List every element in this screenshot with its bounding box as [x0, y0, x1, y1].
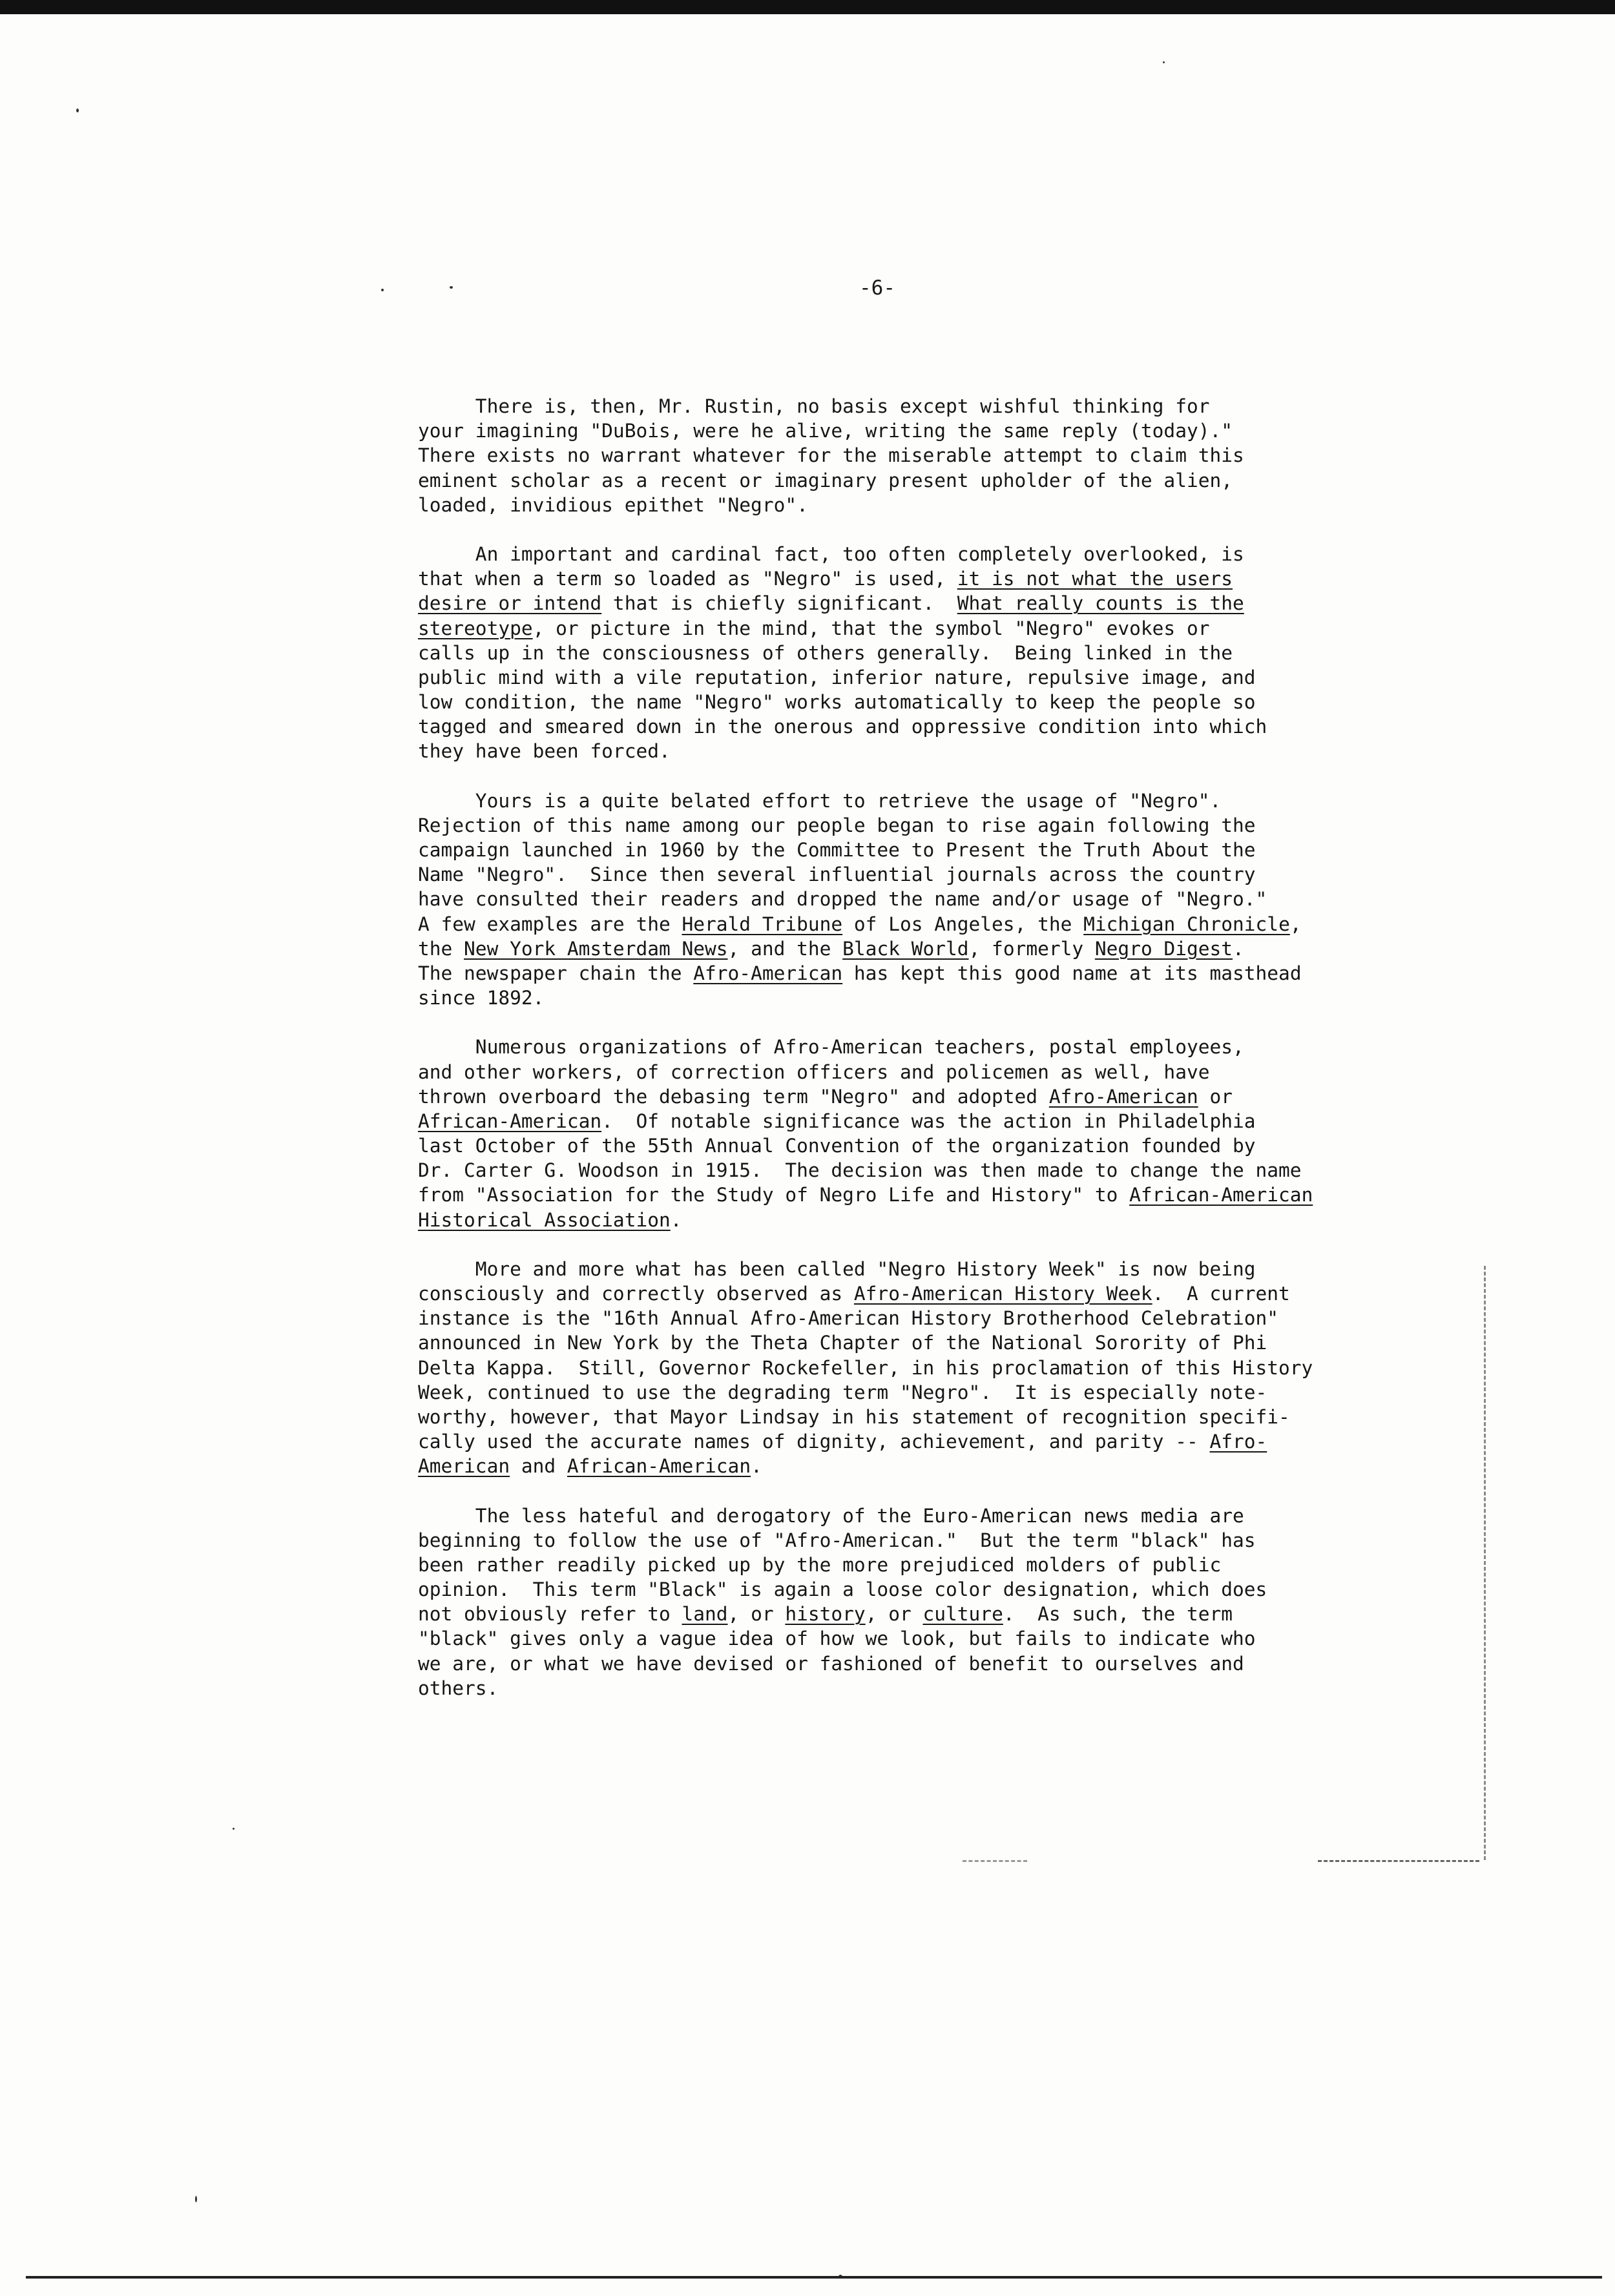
underlined-text: Negro Digest — [1094, 937, 1233, 960]
underlined-text: Historical Association — [418, 1208, 671, 1231]
text-line — [418, 1133, 1387, 1158]
paragraph — [418, 1257, 1387, 1479]
text-run: Numerous organizations of Afro-American teachers, postal employees, — [418, 1036, 1244, 1059]
text-run: An important and cardinal fact, too often completely overlooked, is — [418, 543, 1244, 565]
underlined-text: African-American — [418, 1110, 602, 1132]
text-run: . As such, the term — [1003, 1603, 1233, 1626]
text-line — [418, 690, 1387, 714]
text-line — [418, 1626, 1387, 1651]
text-line — [418, 566, 1387, 591]
text-run: Week, continued to use the degrading term "Negro". It is especially note- — [418, 1381, 1267, 1403]
text-line — [418, 468, 1387, 493]
text-line — [418, 1405, 1387, 1429]
text-run: the — [418, 937, 464, 960]
text-line — [418, 542, 1387, 566]
text-line — [418, 887, 1387, 911]
text-run: . — [751, 1455, 762, 1478]
text-line — [418, 1257, 1387, 1281]
underlined-text: it is not what the users — [957, 568, 1233, 590]
text-run: your imagining "DuBois, were he alive, writing the same reply (today)." — [418, 420, 1233, 442]
text-line — [418, 714, 1387, 739]
text-run: The less hateful and derogatory of the Euro-American news media are — [418, 1504, 1244, 1527]
scan-bottom-rule — [26, 2276, 1602, 2279]
text-run: "black" gives only a vague idea of how we look, but fails to indicate who — [418, 1628, 1256, 1650]
text-run: calls up in the consciousness of others generally. Being linked in the — [418, 641, 1233, 664]
text-run: instance is the "16th Annual Afro-American History Brotherhood Celebration" — [418, 1307, 1279, 1330]
text-line — [418, 936, 1387, 961]
underlined-text: What really counts is the — [957, 592, 1244, 615]
text-run: The newspaper chain the — [418, 962, 694, 984]
text-line — [418, 1429, 1387, 1454]
text-run: , — [1289, 913, 1302, 935]
text-run: thrown overboard the debasing term "Negro" and adopted — [418, 1085, 1049, 1108]
scan-margin-mark — [1318, 1860, 1479, 1862]
text-line — [418, 1330, 1387, 1355]
text-run: they have been forced. — [418, 740, 671, 763]
text-line — [418, 419, 1387, 443]
underlined-text: Black World — [842, 937, 969, 960]
text-line — [418, 838, 1387, 862]
text-run: eminent scholar as a recent or imaginary present upholder of the alien, — [418, 469, 1233, 491]
text-run: or — [1198, 1085, 1233, 1108]
scan-speck — [381, 289, 384, 291]
text-run: consciously and correctly observed as — [418, 1283, 854, 1305]
text-line — [418, 1109, 1387, 1133]
text-line — [418, 1208, 1387, 1232]
text-line — [418, 1158, 1387, 1183]
text-run: More and more what has been called "Negro History Week" is now being — [418, 1257, 1256, 1280]
text-line — [418, 493, 1387, 517]
underlined-text: stereotype — [418, 617, 533, 639]
text-run: have consulted their readers and dropped the name and/or usage of "Negro." — [418, 888, 1267, 911]
text-run: . — [670, 1208, 682, 1231]
text-line — [418, 1183, 1387, 1207]
text-line — [418, 862, 1387, 887]
text-run: , or — [727, 1603, 786, 1626]
text-line — [418, 1528, 1387, 1553]
text-run: loaded, invidious epithet "Negro". — [418, 493, 808, 516]
text-line — [418, 1577, 1387, 1602]
scan-speck — [195, 2196, 197, 2202]
text-line — [418, 1380, 1387, 1405]
text-line — [418, 1356, 1387, 1380]
text-run: . A current — [1152, 1283, 1290, 1305]
text-line — [418, 986, 1387, 1010]
scan-speck — [450, 286, 453, 289]
text-run: low condition, the name "Negro" works automatically to keep the people so — [418, 691, 1256, 714]
underlined-text: Afro-American — [1048, 1085, 1198, 1108]
text-run: There is, then, Mr. Rustin, no basis except wishful thinking for — [418, 395, 1210, 417]
scan-speck — [76, 109, 79, 112]
text-run: A few examples are the — [418, 913, 682, 935]
text-run: cally used the accurate names of dignity, achievement, and parity -- — [418, 1431, 1210, 1453]
text-run: , or picture in the mind, that the symbol "Negro" evokes or — [532, 617, 1210, 639]
text-line — [418, 641, 1387, 665]
text-run: and — [510, 1455, 567, 1478]
underlined-text: Michigan Chronicle — [1083, 913, 1290, 935]
underlined-text: New York Amsterdam News — [464, 937, 728, 960]
text-line — [418, 591, 1387, 615]
letter-body — [418, 394, 1387, 1725]
text-run: , or — [865, 1603, 923, 1626]
text-line — [418, 1676, 1387, 1701]
text-line — [418, 1602, 1387, 1626]
text-run: There exists no warrant whatever for the miserable attempt to claim this — [418, 444, 1244, 467]
text-run: not obviously refer to — [418, 1603, 682, 1626]
paragraph — [418, 394, 1387, 517]
text-line — [418, 813, 1387, 838]
text-line — [418, 1651, 1387, 1676]
text-line — [418, 1306, 1387, 1330]
text-line — [418, 1454, 1387, 1478]
text-line — [418, 616, 1387, 641]
scan-speck — [233, 1828, 234, 1830]
text-run: last October of the 55th Annual Convention of the organization founded by — [418, 1135, 1256, 1157]
text-run: worthy, however, that Mayor Lindsay in his statement of recognition specifi- — [418, 1405, 1290, 1428]
text-run: has kept this good name at its masthead — [842, 962, 1302, 984]
text-run: that is chiefly significant. — [601, 592, 957, 615]
text-run: , and the — [727, 937, 843, 960]
text-run: that when a term so loaded as "Negro" is used, — [418, 568, 957, 590]
text-run: beginning to follow the use of "Afro-American." But the term "black" has — [418, 1529, 1256, 1551]
text-run: public mind with a vile reputation, inferior nature, repulsive image, and — [418, 666, 1256, 688]
underlined-text: Herald Tribune — [682, 913, 843, 935]
text-line — [418, 1084, 1387, 1109]
text-line — [418, 443, 1387, 468]
text-run: . Of notable significance was the action in Philadelphia — [601, 1110, 1256, 1132]
underlined-text: Afro-American — [693, 962, 843, 984]
paragraph — [418, 789, 1387, 1011]
underlined-text: American — [418, 1455, 510, 1478]
text-run: tagged and smeared down in the onerous and oppressive condition into which — [418, 716, 1267, 738]
text-line — [418, 789, 1387, 813]
text-run: from "Association for the Study of Negro Life and History" to — [418, 1184, 1130, 1206]
text-line — [418, 912, 1387, 936]
text-line — [418, 961, 1387, 986]
text-run: Rejection of this name among our people began to rise again following the — [418, 814, 1256, 836]
underlined-text: African-American — [1129, 1184, 1313, 1206]
text-run: others. — [418, 1677, 499, 1699]
text-run: Name "Negro". Since then several influential journals across the country — [418, 864, 1256, 886]
scan-margin-mark — [1484, 1266, 1488, 1860]
underlined-text: history — [785, 1603, 866, 1626]
underlined-text: African-American — [567, 1455, 751, 1478]
text-line — [418, 1504, 1387, 1528]
underlined-text: Afro- — [1209, 1431, 1267, 1453]
text-line — [418, 394, 1387, 419]
paragraph — [418, 1035, 1387, 1232]
page-number: -6- — [859, 276, 895, 300]
text-line — [418, 1035, 1387, 1059]
text-run: and other workers, of correction officers and policemen as well, have — [418, 1060, 1210, 1083]
text-run: campaign launched in 1960 by the Committee to Present the Truth About the — [418, 839, 1256, 861]
underlined-text: Afro-American History Week — [853, 1283, 1152, 1305]
text-run: Delta Kappa. Still, Governor Rockefeller, in his proclamation of this History — [418, 1356, 1313, 1379]
underlined-text: culture — [922, 1603, 1003, 1626]
text-run: , formerly — [968, 937, 1095, 960]
text-line — [418, 1281, 1387, 1306]
text-run: opinion. This term "Black" is again a loose color designation, which does — [418, 1578, 1267, 1601]
paragraph — [418, 542, 1387, 764]
text-run: we are, or what we have devised or fashioned of benefit to ourselves and — [418, 1652, 1244, 1675]
underlined-text: land — [682, 1603, 728, 1626]
scan-speck — [1163, 61, 1165, 63]
text-line — [418, 1060, 1387, 1084]
scan-margin-mark — [963, 1860, 1027, 1862]
text-line — [418, 665, 1387, 690]
text-run: . — [1233, 937, 1244, 960]
scan-top-border — [0, 0, 1615, 14]
text-run: since 1892. — [418, 987, 545, 1009]
paragraph — [418, 1504, 1387, 1701]
text-line — [418, 739, 1387, 763]
text-line — [418, 1553, 1387, 1577]
text-run: announced in New York by the Theta Chapter of the National Sorority of Phi — [418, 1332, 1267, 1354]
text-run: been rather readily picked up by the more prejudiced molders of public — [418, 1553, 1222, 1576]
underlined-text: desire or intend — [418, 592, 602, 615]
text-run: of Los Angeles, the — [842, 913, 1084, 935]
text-run: Yours is a quite belated effort to retrieve the usage of "Negro". — [418, 789, 1222, 812]
text-run: Dr. Carter G. Woodson in 1915. The decision was then made to change the name — [418, 1159, 1302, 1182]
